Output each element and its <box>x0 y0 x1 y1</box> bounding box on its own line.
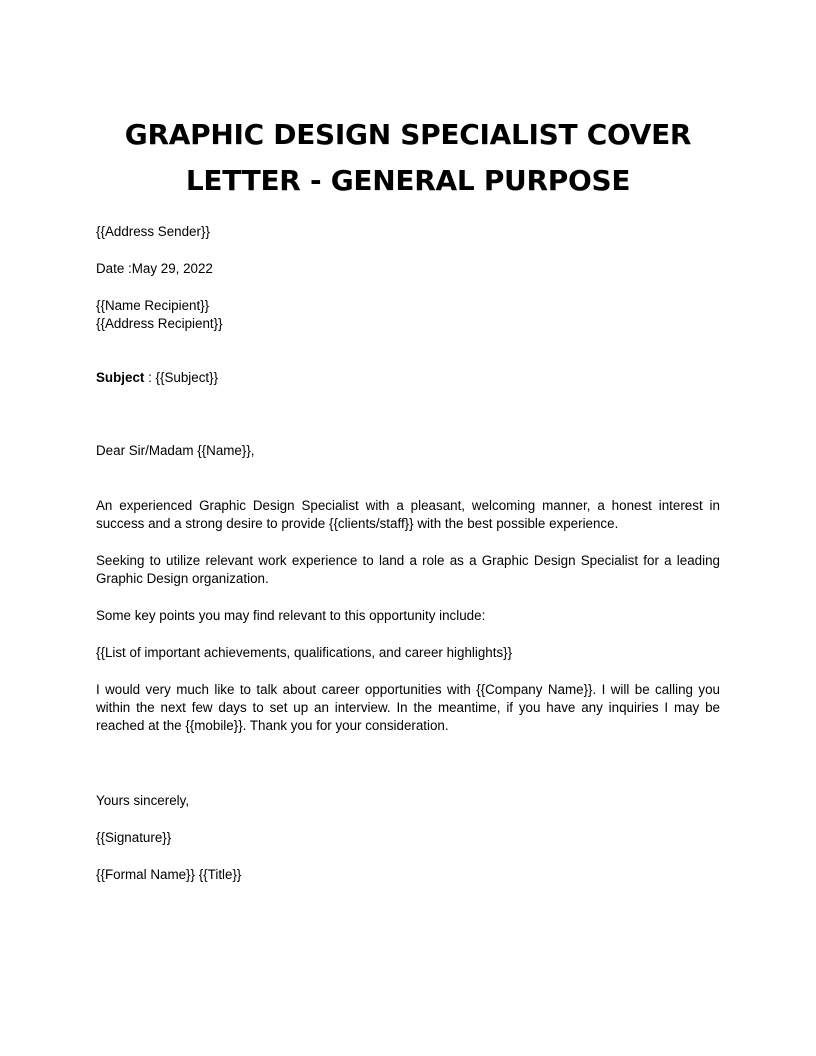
page-title: GRAPHIC DESIGN SPECIALIST COVER LETTER - GENERAL PURPOSE <box>124 118 692 197</box>
subject-label: Subject <box>96 370 145 385</box>
formal-name: {{Formal Name}} {{Title}} <box>96 867 242 882</box>
subject-line <box>96 369 720 387</box>
letter-date: Date :May 29, 2022 <box>96 261 213 276</box>
paragraph-achievements: {{List of important achievements, qualifications, and career highlights}} <box>96 645 513 660</box>
greeting: Dear Sir/Madam {{Name}}, <box>96 443 255 458</box>
subject-value: : {{Subject}} <box>144 370 219 385</box>
signature: {{Signature}} <box>96 830 172 845</box>
address-recipient: {{Address Recipient}} <box>96 316 223 331</box>
paragraph-closing-request: I would very much like to talk about career opportunities with {{Company Name}}. I will be calling you within the next few days to set up an interview. In the meantime, if you have any inquiries I may be reached at the {{mobile}}. Thank you for your consideration. <box>96 682 720 733</box>
closing: Yours sincerely, <box>96 793 190 808</box>
paragraph-intro: An experienced Graphic Design Specialist with a pleasant, welcoming manner, a honest interest in success and a strong desire to provide {{clients/staff}} with the best possible experience. <box>96 498 720 531</box>
address-sender: {{Address Sender}} <box>96 224 210 239</box>
name-recipient: {{Name Recipient}} <box>96 298 210 313</box>
paragraph-objective: Seeking to utilize relevant work experience to land a role as a Graphic Design Specialist for a leading Graphic Design organization. <box>96 553 720 586</box>
paragraph-key-points: Some key points you may find relevant to this opportunity include: <box>96 608 486 623</box>
